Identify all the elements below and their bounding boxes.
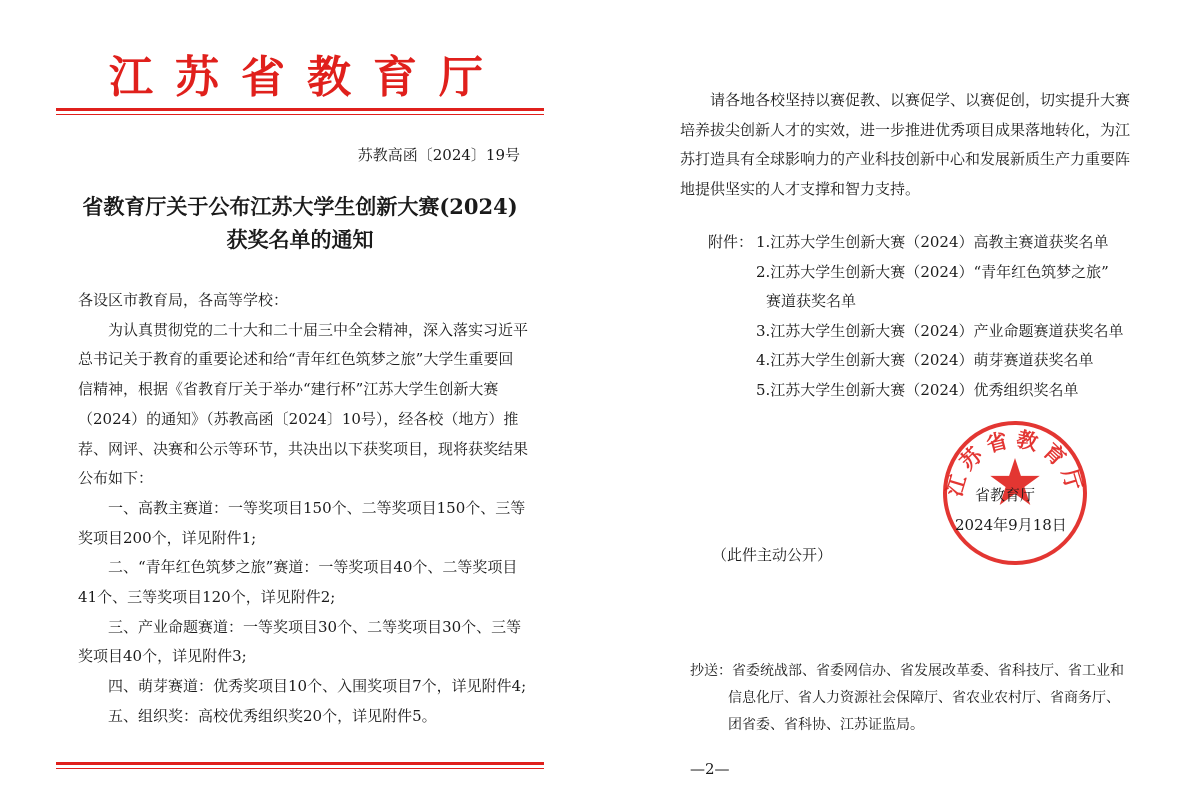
attachment-item: 1.江苏大学生创新大赛（2024）高教主赛道获奖名单 — [756, 233, 1109, 251]
attachment-item: 5.江苏大学生创新大赛（2024）优秀组织奖名单 — [756, 380, 1079, 399]
attachments-label: 附件： — [708, 233, 754, 251]
award-item-red-track: 二、“青年红色筑梦之旅”赛道：一等奖项目40个、二等奖项目41个、三等奖项目120个，详见附件2; — [78, 558, 518, 607]
attachment-item: 4.江苏大学生创新大赛（2024）萌芽赛道获奖名单 — [756, 351, 1094, 369]
closing-paragraph-text: 请各地各校坚持以赛促教、以赛促学、以赛促创，切实提升大赛培养拔尖创新人才的实效，进一步推进优秀项目成果落地转化，为江苏打造具有全球影响力的产业科技创新中心和发展新质生产力重要阵地提供坚实的人才支撑和智力支持。 — [680, 91, 1131, 199]
attachment-item-continuation: 赛道获奖名单 — [766, 292, 857, 310]
cc-line: 团省委、省科协、江苏证监局。 — [728, 717, 924, 733]
award-item-organization: 五、组织奖：高校优秀组织奖20个，详见附件5。 — [108, 706, 437, 725]
footer-red-rule-thick — [56, 762, 544, 765]
body-paragraph: 为认真贯彻党的二十大和二十届三中全会精神，深入落实习近平总书记关于教育的重要论述和给“青年红色筑梦之旅”大学生重要回信精神，根据《省教育厅关于举办“建行杯”江苏大学生创新大赛（2024）的通知》（苏教高函〔2024〕10号），经各校（地方）推荐、网评、决赛和公示等环节，共决出以下获奖项目，现将获奖结果公布如下： — [78, 320, 529, 488]
cc-line: 信息化厅、省人力资源社会保障厅、省农业农村厅、省商务厅、 — [728, 690, 1120, 706]
award-item-sprout-track: 四、萌芽赛道：优秀奖项目10个、入围奖项目7个，详见附件4; — [108, 677, 527, 696]
salutation: 各设区市教育局，各高等学校： — [78, 291, 289, 309]
header-red-rule-thick — [56, 108, 544, 111]
signing-date: 2024年9月18日 — [955, 516, 1067, 534]
award-item-main-track: 一、高教主赛道：一等奖项目150个、二等奖项目150个、三等奖项目200个，详见附件1; — [78, 498, 526, 547]
cc-recipients — [690, 658, 1140, 739]
issuer-header: 江苏省教育厅 — [109, 52, 505, 103]
award-item-industry-track: 三、产业命题赛道：一等奖项目30个、二等奖项目30个、三等奖项目40个，详见附件3; — [78, 617, 522, 666]
document-title — [60, 190, 540, 256]
footer-red-rule-thin — [56, 768, 544, 769]
notice-body — [78, 286, 528, 732]
attachments-list — [708, 228, 1128, 405]
signing-organization: 省教育厅 — [975, 486, 1036, 504]
seal-text: 江苏省教育厅 — [941, 425, 1089, 500]
closing-paragraph — [680, 86, 1130, 205]
title-line: 获奖名单的通知 — [226, 227, 374, 252]
attachment-item: 3.江苏大学生创新大赛（2024）产业命题赛道获奖名单 — [756, 321, 1124, 340]
header-red-rule-thin — [56, 114, 544, 115]
disclosure-note: （此件主动公开） — [712, 546, 833, 564]
document-number: 苏教高函〔2024〕19号 — [357, 146, 520, 164]
page-number: —2— — [690, 760, 730, 778]
cc-line: 省委统战部、省委网信办、省发展改革委、省科技厅、省工业和 — [732, 663, 1124, 679]
title-line: 省教育厅关于公布江苏大学生创新大赛(2024) — [82, 194, 518, 219]
attachment-item: 2.江苏大学生创新大赛（2024）“青年红色筑梦之旅” — [756, 262, 1109, 281]
cc-label: 抄送： — [690, 663, 732, 679]
